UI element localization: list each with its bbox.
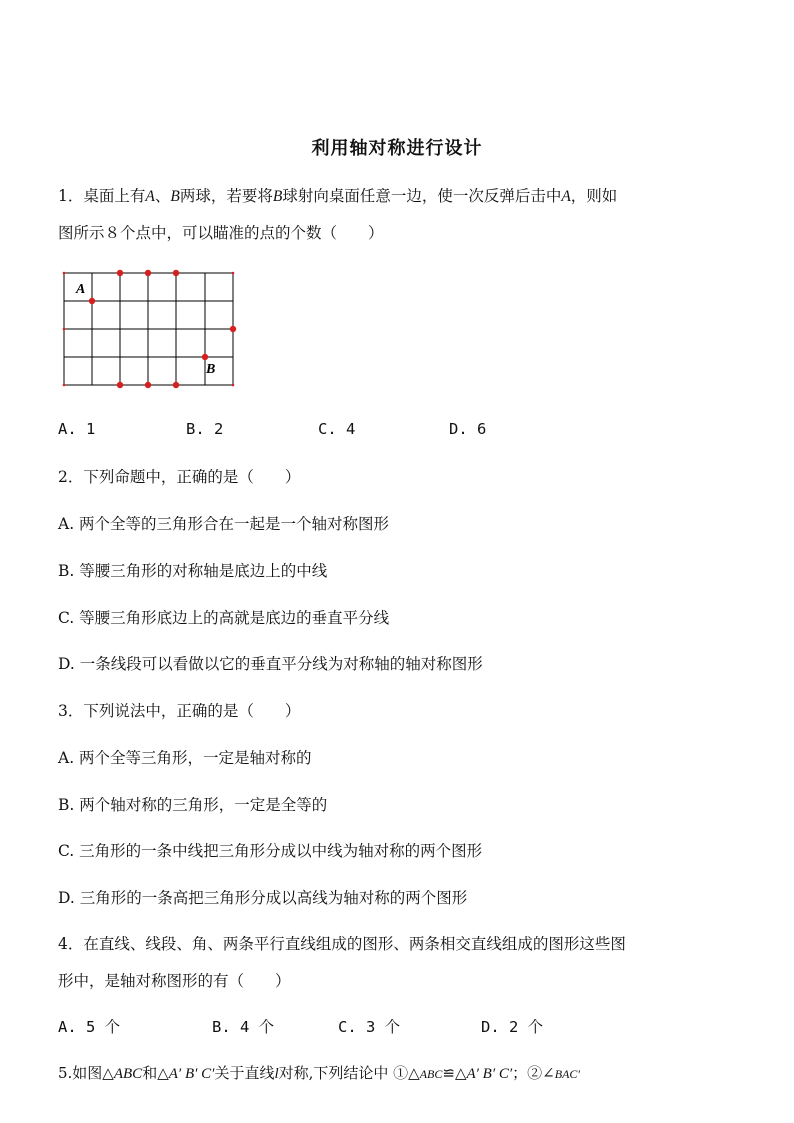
- question-4-line-2: 形中，是轴对称图形的有（ ）: [58, 972, 291, 990]
- q5-line-l: l: [274, 1066, 279, 1082]
- aim-point-top-2[interactable]: [145, 270, 151, 276]
- aim-point-bottom-3[interactable]: [173, 382, 179, 388]
- q5-triangle-abc: ABC: [113, 1066, 143, 1082]
- q4-option-a[interactable]: A. 5 个: [58, 1018, 121, 1036]
- q1-text: 1．桌面上有: [58, 187, 146, 205]
- aim-point-bottom-2[interactable]: [145, 382, 151, 388]
- q5-text: 对称,下列结论中 ①△: [278, 1064, 420, 1082]
- label-a: A: [76, 282, 86, 297]
- aim-point-top-3[interactable]: [173, 270, 179, 276]
- q1-var-a: A: [561, 188, 571, 205]
- q1-text: 球射向桌面任意一边，使一次反弹后击中: [282, 187, 562, 205]
- question-5-line-1: [58, 1062, 580, 1083]
- q2-option-a[interactable]: A. 两个全等的三角形合在一起是一个轴对称图形: [58, 515, 390, 533]
- q5-text: 5.如图△: [58, 1064, 114, 1082]
- q3-option-c[interactable]: C. 三角形的一条中线把三角形分成以中线为轴对称的两个图形: [58, 842, 483, 860]
- question-4-line-1: 4．在直线、线段、角、两条平行直线组成的图形、两条相交直线组成的图形这些图: [58, 935, 626, 953]
- aim-point-right[interactable]: [230, 326, 236, 332]
- q5-angle-bac: BAC′: [554, 1067, 581, 1081]
- q1-var-a: A: [145, 188, 155, 205]
- aim-point-top-1[interactable]: [117, 270, 123, 276]
- q1-var-b: B: [170, 188, 180, 205]
- q3-option-d[interactable]: D. 三角形的一条高把三角形分成以高线为轴对称的两个图形: [58, 889, 468, 907]
- q4-option-c[interactable]: C. 3 个: [338, 1018, 401, 1036]
- q1-text: ，则如: [570, 187, 618, 205]
- q4-option-b[interactable]: B. 4 个: [212, 1018, 275, 1036]
- ball-b-point: [202, 354, 208, 360]
- q2-option-b[interactable]: B. 等腰三角形的对称轴是底边上的中线: [58, 562, 328, 580]
- q2-option-d[interactable]: D. 一条线段可以看做以它的垂直平分线为对称轴的轴对称图形: [58, 655, 483, 673]
- page-title: 利用轴对称进行设计: [311, 138, 483, 159]
- q1-option-a[interactable]: A. 1: [58, 420, 96, 438]
- ball-a-point: [89, 298, 95, 304]
- question-2-stem: 2．下列命题中，正确的是（ ）: [58, 468, 301, 486]
- q1-text: 、: [154, 187, 171, 205]
- question-1-line-2: 图所示８个点中，可以瞄准的点的个数（ ）: [58, 224, 384, 242]
- q1-option-c[interactable]: C. 4: [318, 420, 356, 438]
- q3-option-a[interactable]: A. 两个全等三角形，一定是轴对称的: [58, 749, 312, 767]
- billiard-grid-figure: [58, 268, 242, 392]
- q5-triangle-a-prime: A′ B′ C′: [168, 1066, 215, 1082]
- q5-text: ；②∠: [512, 1064, 555, 1082]
- aim-point-bottom-1[interactable]: [117, 382, 123, 388]
- q3-option-b[interactable]: B. 两个轴对称的三角形，一定是全等的: [58, 796, 328, 814]
- q5-triangle-abc: ABC: [419, 1067, 443, 1081]
- q2-option-c[interactable]: C. 等腰三角形底边上的高就是底边的垂直平分线: [58, 609, 390, 627]
- q5-congruent-sign: ≌△: [442, 1064, 467, 1082]
- q5-text: 关于直线: [214, 1064, 275, 1082]
- q1-var-b: B: [272, 188, 283, 205]
- q1-option-d[interactable]: D. 6: [449, 420, 487, 438]
- q1-option-b[interactable]: B. 2: [186, 420, 224, 438]
- q4-option-d[interactable]: D. 2 个: [481, 1018, 544, 1036]
- question-1-line-1: [58, 184, 617, 206]
- label-b: B: [206, 362, 216, 377]
- q1-text: 两球，若要将: [179, 187, 273, 205]
- question-3-stem: 3．下列说法中，正确的是（ ）: [58, 702, 301, 720]
- q5-text: 和△: [142, 1064, 169, 1082]
- q5-triangle-a-prime: A′ B′ C′: [466, 1066, 513, 1082]
